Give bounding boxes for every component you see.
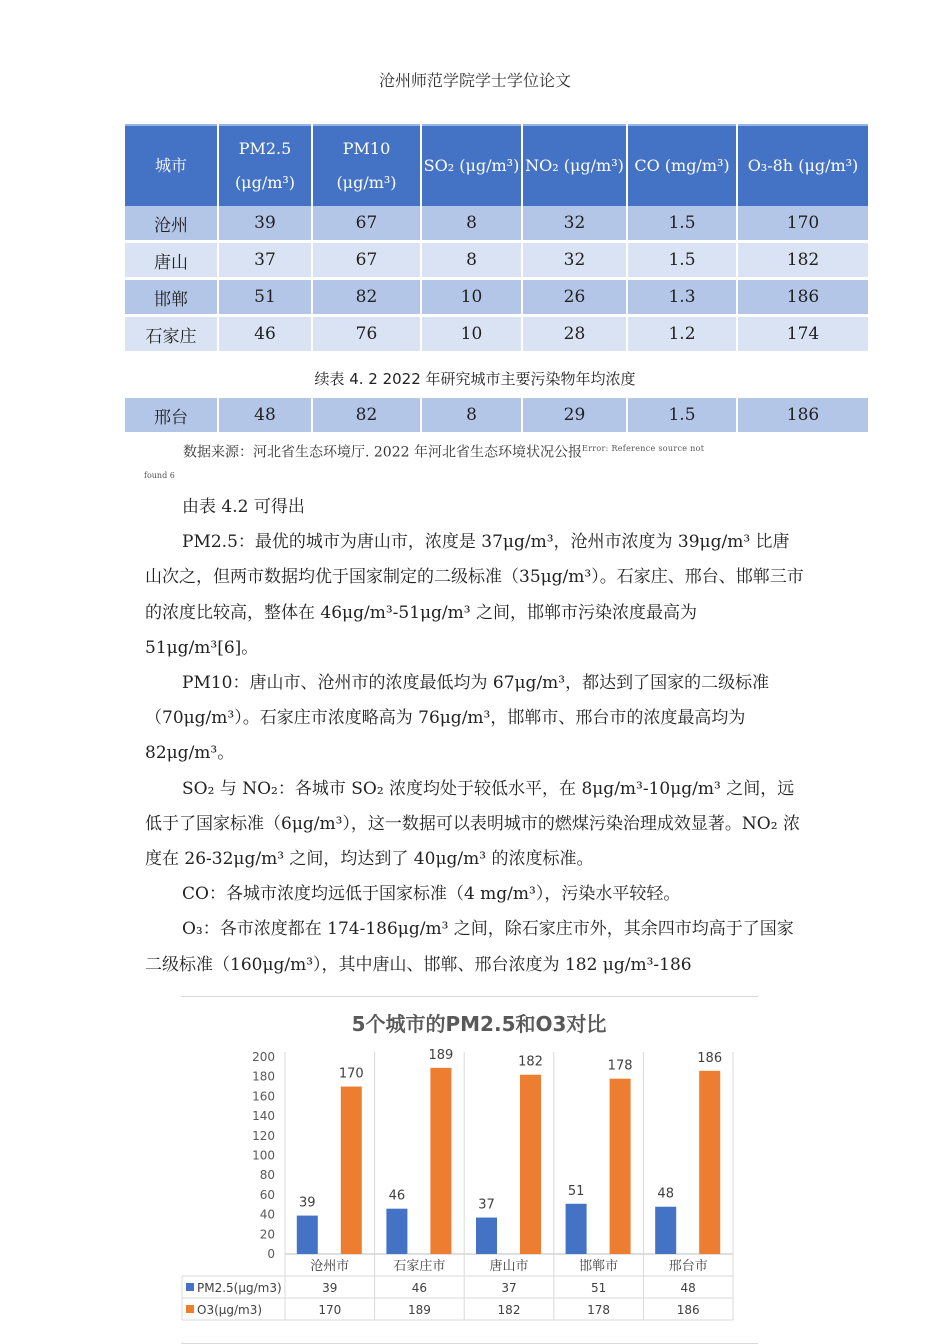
o3-bar xyxy=(341,1087,362,1254)
bar-data-label: 170 xyxy=(338,1066,364,1082)
value-cell: 186 xyxy=(737,398,868,434)
pm25-bar xyxy=(655,1207,676,1254)
value-cell: 10 xyxy=(421,316,522,353)
value-cell: 82 xyxy=(312,279,421,316)
value-cell: 8 xyxy=(421,206,522,242)
legend-label: O3(μg/m3) xyxy=(197,1303,263,1317)
bar-data-label: 189 xyxy=(428,1047,454,1063)
value-cell: 1.5 xyxy=(627,242,737,279)
y-tick-label: 120 xyxy=(252,1128,275,1143)
column-header xyxy=(737,125,868,206)
y-tick-label: 140 xyxy=(252,1109,275,1124)
value-cell: 39 xyxy=(218,206,312,242)
y-tick-label: 180 xyxy=(252,1069,275,1084)
table-row xyxy=(125,398,868,434)
data-table-value: 189 xyxy=(407,1303,431,1317)
column-header xyxy=(627,125,737,206)
o3-bar xyxy=(610,1079,631,1254)
data-table-value: 178 xyxy=(587,1303,611,1317)
column-header-unit: (μg/m³) xyxy=(234,173,296,192)
city-cell: 石家庄 xyxy=(125,316,218,353)
y-tick-label: 200 xyxy=(252,1050,275,1064)
pollutant-table-continued xyxy=(125,398,868,435)
column-header xyxy=(522,125,627,206)
table-header-row xyxy=(125,125,868,206)
value-cell: 67 xyxy=(312,206,421,242)
bar-data-label: 37 xyxy=(478,1197,495,1213)
pm25-bar xyxy=(566,1204,587,1254)
column-header xyxy=(312,125,421,206)
chart-title: 5个城市的PM2.5和O3对比 xyxy=(351,1012,607,1036)
value-cell: 8 xyxy=(421,398,522,434)
data-table-value: 186 xyxy=(676,1303,700,1317)
value-cell: 174 xyxy=(737,316,868,353)
y-tick-label: 60 xyxy=(259,1187,275,1202)
chart-svg xyxy=(181,997,758,1343)
value-cell: 186 xyxy=(737,279,868,316)
y-tick-label: 100 xyxy=(252,1148,275,1163)
value-cell: 28 xyxy=(522,316,627,353)
value-cell: 46 xyxy=(218,316,312,353)
value-cell: 37 xyxy=(218,242,312,279)
y-tick-label: 160 xyxy=(252,1089,275,1104)
y-tick-label: 20 xyxy=(259,1227,275,1242)
data-table-value: 51 xyxy=(590,1281,607,1295)
pm25-bar xyxy=(297,1216,318,1254)
city-cell: 沧州 xyxy=(125,206,218,242)
intro-paragraph: 由表 4.2 可得出 xyxy=(182,497,305,517)
column-header-label: SO₂ (μg/m³) xyxy=(423,156,520,175)
value-cell: 48 xyxy=(218,398,312,434)
table-row xyxy=(125,242,868,279)
pm25-bar xyxy=(476,1218,497,1254)
o3-paragraph: O₃：各市浓度都在 174-186μg/m³ 之间，除石家庄市外，其余四市均高于了国家二级标准（160μg/m³），其中唐山、邯郸、邢台浓度为 182 μg/m³-186 xyxy=(145,919,794,975)
value-cell: 1.3 xyxy=(627,279,737,316)
table-row xyxy=(125,279,868,316)
value-cell: 170 xyxy=(737,206,868,242)
data-table-value: 39 xyxy=(322,1281,338,1295)
pollutant-table xyxy=(125,124,868,354)
value-cell: 82 xyxy=(312,398,421,434)
o3-bar xyxy=(430,1068,451,1254)
y-tick-label: 40 xyxy=(259,1207,275,1222)
analysis-text xyxy=(145,490,805,983)
value-cell: 8 xyxy=(421,242,522,279)
column-header-label: CO (mg/m³) xyxy=(634,156,730,175)
data-table-value: 182 xyxy=(497,1303,521,1317)
so2-no2-paragraph: SO₂ 与 NO₂：各城市 SO₂ 浓度均处于较低水平，在 8μg/m³-10μg/m³ 之间，远低于了国家标准（6μg/m³），这一数据可以表明城市的燃煤污染治理成效显著。NO₂ 浓度在 26-32μg/m³ 之间，均达到了 40μg/m³ 的浓度标准。 xyxy=(145,778,800,870)
category-label: 沧州市 xyxy=(310,1259,350,1274)
source-text: 数据来源：河北省生态环境厅. 2022 年河北省生态环境状况公报 xyxy=(183,444,582,461)
table-continued-caption: 续表 4. 2 2022 年研究城市主要污染物年均浓度 xyxy=(314,370,636,388)
page-header: 沧州师范学院学士学位论文 xyxy=(378,71,571,90)
column-header-label: O₃-8h (μg/m³) xyxy=(747,156,859,175)
pm10-paragraph: PM10：唐山市、沧州市的浓度最低均为 67μg/m³，都达到了国家的二级标准（70μg/m³）。石家庄市浓度略高为 76μg/m³，邯郸市、邢台市的浓度最高均为 82μg/m³。 xyxy=(145,673,770,764)
pm25-paragraph: PM2.5：最优的城市为唐山市，浓度是 37μg/m³，沧州市浓度为 39μg/m³ 比唐山次之，但两市数据均优于国家制定的二级标准（35μg/m³）。石家庄、邢台、邯郸三市的浓度比较高，整体在 46μg/m³-51μg/m³ 之间，邯郸市污染浓度最高为 51μg/m³[6]。 xyxy=(145,532,804,658)
bar-data-label: 178 xyxy=(607,1058,633,1074)
o3-bar xyxy=(520,1075,541,1254)
column-header xyxy=(421,125,522,206)
data-table-value: 170 xyxy=(318,1303,342,1317)
category-label: 唐山市 xyxy=(489,1259,529,1274)
value-cell: 51 xyxy=(218,279,312,316)
column-header xyxy=(125,125,218,206)
value-cell: 29 xyxy=(522,398,627,434)
city-cell: 邢台 xyxy=(125,398,218,434)
value-cell: 67 xyxy=(312,242,421,279)
reference-error: Error: Reference source not xyxy=(581,444,705,453)
value-cell: 182 xyxy=(737,242,868,279)
bar-data-label: 51 xyxy=(567,1183,585,1199)
column-header-label: 城市 xyxy=(154,156,187,175)
city-cell: 邯郸 xyxy=(125,279,218,316)
legend-key xyxy=(186,1305,194,1313)
bar-data-label: 39 xyxy=(299,1195,316,1211)
pm25-bar xyxy=(386,1209,407,1254)
category-label: 石家庄市 xyxy=(393,1259,446,1274)
value-cell: 1.2 xyxy=(627,316,737,353)
table-row xyxy=(125,206,868,242)
bar-chart xyxy=(181,996,758,1344)
bar-data-label: 48 xyxy=(657,1186,674,1202)
bar-data-label: 186 xyxy=(697,1050,723,1066)
value-cell: 32 xyxy=(522,242,627,279)
value-cell: 76 xyxy=(312,316,421,353)
column-header-label: NO₂ (μg/m³) xyxy=(525,156,624,175)
legend-key xyxy=(186,1283,194,1291)
bar-data-label: 182 xyxy=(518,1054,543,1070)
column-header-label: PM10 xyxy=(342,139,391,158)
bar-data-label: 46 xyxy=(388,1188,406,1204)
y-tick-label: 0 xyxy=(267,1247,275,1261)
value-cell: 10 xyxy=(421,279,522,316)
o3-bar xyxy=(699,1071,720,1254)
value-cell: 32 xyxy=(522,206,627,242)
value-cell: 1.5 xyxy=(627,206,737,242)
legend-label: PM2.5(μg/m3) xyxy=(197,1281,282,1295)
column-header-unit: (μg/m³) xyxy=(336,173,397,192)
category-label: 邢台市 xyxy=(668,1259,708,1274)
value-cell: 1.5 xyxy=(627,398,737,434)
data-source-note xyxy=(144,441,803,480)
y-tick-label: 80 xyxy=(259,1168,275,1183)
category-label: 邯郸市 xyxy=(579,1259,619,1274)
co-paragraph: CO：各城市浓度均远低于国家标准（4 mg/m³），污染水平较轻。 xyxy=(182,884,681,905)
column-header xyxy=(218,125,312,206)
data-table-value: 37 xyxy=(501,1281,517,1295)
reference-error-cont: found 6 xyxy=(144,471,175,480)
city-cell: 唐山 xyxy=(125,242,218,279)
data-table-value: 48 xyxy=(680,1281,696,1295)
table-row xyxy=(125,316,868,353)
value-cell: 26 xyxy=(522,279,627,316)
data-table-value: 46 xyxy=(411,1281,428,1295)
column-header-label: PM2.5 xyxy=(238,139,292,158)
